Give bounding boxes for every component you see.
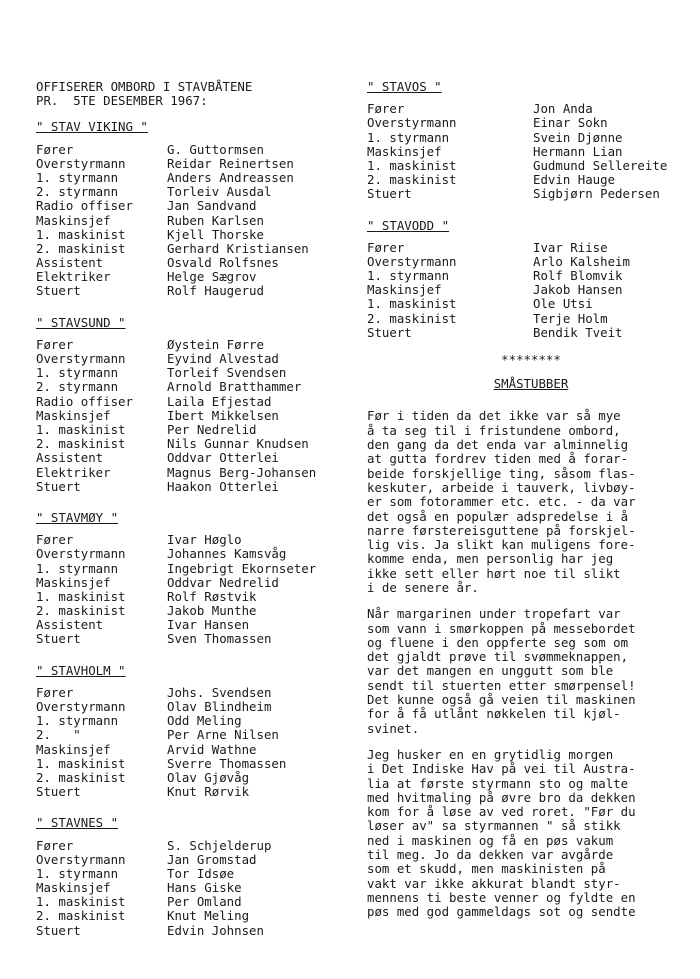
crew-name: Svein Djønne	[533, 129, 623, 145]
text-line: det gjaldt prøve til svømmeknappen,	[367, 649, 629, 665]
crew-role: Stuert	[367, 186, 412, 202]
crew-name: Øystein Førre	[167, 336, 264, 352]
crew-name: Kjell Thorske	[167, 226, 264, 242]
crew-role: 1. styrmann	[367, 268, 450, 284]
crew-name: Hans Giske	[167, 880, 242, 896]
paragraph	[367, 409, 695, 595]
crew-role: Stuert	[36, 922, 81, 938]
crew-row	[367, 173, 695, 187]
crew-role: 1. maskinist	[36, 755, 126, 771]
crew-row	[36, 143, 356, 157]
crew-role: Radio offiser	[36, 198, 133, 214]
text-line: som vann i smørkoppen på messebordet	[367, 620, 636, 636]
text-line: mennens ti beste venner og fyldte en	[367, 889, 636, 905]
crew-role: Maskinsjef	[36, 574, 111, 590]
text-line: at gutta fordrev tiden med å forar-	[367, 451, 629, 467]
crew-name: Olav Blindheim	[167, 699, 272, 715]
crew-name: Sverre Thomassen	[167, 755, 287, 771]
crew-row	[367, 131, 695, 145]
crew-role: 2. maskinist	[36, 769, 126, 785]
crew-row	[36, 785, 356, 799]
crew-row	[36, 284, 356, 298]
crew-role: Maskinsjef	[367, 143, 442, 159]
crew-role: Stuert	[36, 283, 81, 299]
crew-name: Oddvar Otterlei	[167, 450, 279, 466]
crew-role: 1. styrmann	[367, 129, 450, 145]
crew-role: Fører	[36, 336, 74, 352]
crew-role: Overstyrmann	[36, 351, 126, 367]
crew-name: Rolf Haugerud	[167, 283, 264, 299]
crew-row	[36, 480, 356, 494]
crew-name: Rolf Røstvik	[167, 588, 257, 604]
crew-name: Ivar Hansen	[167, 617, 250, 633]
crew-name: Torleiv Ausdal	[167, 184, 272, 200]
crew-list	[36, 338, 356, 494]
text-line: Før i tiden da det ikke var så mye	[367, 408, 621, 424]
crew-list	[36, 533, 356, 647]
crew-row	[367, 159, 695, 173]
text-line: er som fotorammer etc. etc. - da var	[367, 494, 636, 510]
text-line: den gang da det enda var alminnelig	[367, 437, 629, 453]
text-line: narre førstereisguttene på forskjel-	[367, 522, 636, 538]
crew-row	[36, 867, 356, 881]
crew-role: Radio offiser	[36, 393, 133, 409]
crew-name: Laila Efjestad	[167, 393, 272, 409]
crew-role: Fører	[367, 239, 405, 255]
text-line: kom for å løse av ved roret. "Før du	[367, 804, 636, 820]
crew-row	[36, 380, 356, 394]
crew-role: Fører	[36, 837, 74, 853]
crew-name: Edvin Johnsen	[167, 922, 264, 938]
text-line: beide forskjellige ting, såsom flas-	[367, 465, 636, 481]
ship-list-left	[36, 120, 356, 937]
crew-row	[36, 352, 356, 366]
crew-name: Anders Andreassen	[167, 169, 294, 185]
crew-name: Ruben Karlsen	[167, 212, 264, 228]
text-line: lia at første styrmann sto og malte	[367, 775, 629, 791]
text-line: svinet.	[367, 720, 420, 736]
crew-name: Magnus Berg-Johansen	[167, 464, 317, 480]
crew-role: 2. "	[36, 727, 81, 743]
article-body	[367, 409, 695, 919]
crew-row	[36, 590, 356, 604]
crew-role: 1. styrmann	[36, 365, 119, 381]
crew-list	[367, 241, 695, 340]
crew-role: Overstyrmann	[36, 851, 126, 867]
crew-role: Maskinsjef	[36, 741, 111, 757]
crew-role: Maskinsjef	[36, 212, 111, 228]
crew-role: Assistent	[36, 255, 104, 271]
crew-row	[36, 909, 356, 923]
crew-role: 1. styrmann	[36, 169, 119, 185]
crew-role: 1. styrmann	[36, 560, 119, 576]
crew-row	[367, 283, 695, 297]
text-line: lig vis. Ja slikt kan muligens fore-	[367, 537, 636, 553]
crew-row	[36, 686, 356, 700]
crew-row	[367, 269, 695, 283]
crew-name: Eyvind Alvestad	[167, 351, 279, 367]
section-title: SMÅSTUBBER	[493, 376, 569, 392]
crew-role: Overstyrmann	[367, 115, 457, 131]
crew-row	[36, 839, 356, 853]
crew-row	[36, 853, 356, 867]
ship-heading: " STAVNES "	[36, 815, 119, 831]
crew-role: 1. styrmann	[36, 865, 119, 881]
crew-row	[36, 533, 356, 547]
crew-row	[36, 228, 356, 242]
crew-role: Maskinsjef	[36, 407, 111, 423]
crew-row	[36, 466, 356, 480]
crew-row	[36, 437, 356, 451]
crew-role: Maskinsjef	[367, 282, 442, 298]
crew-role: 2. maskinist	[36, 908, 126, 924]
text-line: var det mangen en unggutt som ble	[367, 663, 614, 679]
text-line: ikke sett eller hørt noe til slikt	[367, 565, 621, 581]
crew-name: Per Nedrelid	[167, 422, 257, 437]
crew-role: Stuert	[36, 631, 81, 647]
separator: ********	[501, 352, 561, 368]
crew-row	[36, 338, 356, 352]
crew-role: 1. maskinist	[36, 894, 126, 910]
crew-row	[36, 409, 356, 423]
crew-row	[36, 771, 356, 785]
crew-name: Per Omland	[167, 894, 242, 910]
text-line: Det kunne også gå veien til maskinen	[367, 692, 636, 708]
crew-name: S. Schjelderup	[167, 837, 272, 853]
text-line: i de senere år.	[367, 580, 479, 595]
crew-name: Knut Rørvik	[167, 784, 250, 800]
crew-name: Nils Gunnar Knudsen	[167, 436, 309, 452]
crew-row	[367, 297, 695, 311]
crew-row	[367, 102, 695, 116]
crew-role: Fører	[36, 684, 74, 700]
crew-row	[367, 241, 695, 255]
crew-row	[367, 145, 695, 159]
crew-name: Helge Sægrov	[167, 269, 257, 285]
crew-role: Stuert	[367, 324, 412, 340]
crew-role: Overstyrmann	[367, 253, 457, 269]
text-line: vakt var ikke akkurat blandt styr-	[367, 875, 621, 891]
crew-row	[36, 547, 356, 561]
crew-name: Ole Utsi	[533, 296, 593, 312]
ship-heading: " STAVODD "	[367, 217, 450, 233]
crew-name: Rolf Blomvik	[533, 268, 623, 284]
crew-name: Sigbjørn Pedersen	[533, 186, 660, 202]
ship-heading: " STAVMØY "	[36, 509, 119, 525]
crew-row	[36, 185, 356, 199]
crew-name: Jakob Hansen	[533, 282, 623, 298]
crew-row	[36, 700, 356, 714]
crew-row	[36, 881, 356, 895]
text-line: for å få utlånt nøkkelen til kjøl-	[367, 706, 621, 722]
right-column	[367, 80, 695, 932]
ship-heading: " STAVOS "	[367, 79, 442, 94]
crew-row	[36, 451, 356, 465]
crew-role: Fører	[367, 101, 405, 117]
text-line: løser av" sa styrmannen " så stikk	[367, 818, 621, 834]
crew-name: Oddvar Nedrelid	[167, 574, 279, 590]
crew-role: 2. maskinist	[367, 172, 457, 188]
crew-role: Elektriker	[36, 464, 111, 480]
crew-name: Terje Holm	[533, 310, 608, 326]
text-line: å ta seg til i fristundene ombord,	[367, 422, 621, 438]
crew-row	[36, 562, 356, 576]
crew-role: 1. styrmann	[36, 713, 119, 729]
crew-name: Ivar Riise	[533, 239, 608, 255]
crew-name: Ingebrigt Ekornseter	[167, 560, 317, 576]
crew-role: Stuert	[36, 784, 81, 800]
crew-name: Osvald Rolfsnes	[167, 255, 279, 271]
crew-name: Ivar Høglo	[167, 532, 242, 548]
crew-name: Knut Meling	[167, 908, 250, 924]
crew-role: Overstyrmann	[36, 155, 126, 171]
crew-list	[36, 686, 356, 800]
ship-heading: " STAVSUND "	[36, 314, 126, 330]
crew-row	[36, 618, 356, 632]
crew-name: Olav Gjøvåg	[167, 769, 250, 785]
crew-row	[36, 256, 356, 270]
crew-name: G. Guttormsen	[167, 141, 264, 157]
crew-name: Gudmund Sellereite	[533, 157, 668, 173]
text-line: sendt til stuerten etter smørpensel!	[367, 677, 636, 693]
crew-row	[36, 757, 356, 771]
text-line: til meg. Jo da dekken var avgårde	[367, 847, 614, 863]
crew-name: Haakon Otterlei	[167, 478, 279, 494]
crew-name: Jakob Munthe	[167, 603, 257, 619]
paragraph	[367, 607, 695, 736]
crew-role: 2. maskinist	[36, 603, 126, 619]
crew-name: Arlo Kalsheim	[533, 253, 630, 269]
ship-heading: " STAV VIKING "	[36, 119, 148, 135]
crew-role: 1. maskinist	[36, 588, 126, 604]
crew-name: Jan Sandvand	[167, 198, 257, 214]
crew-name: Tor Idsøe	[167, 865, 235, 881]
crew-name: Johannes Kamsvåg	[167, 546, 287, 562]
crew-name: Edvin Hauge	[533, 172, 616, 188]
text-line: komme enda, men personlig har jeg	[367, 551, 614, 567]
crew-name: Arnold Bratthammer	[167, 379, 302, 395]
crew-row	[367, 255, 695, 269]
crew-row	[36, 924, 356, 938]
crew-role: 2. styrmann	[36, 379, 119, 395]
text-line: pøs med god gammeldags sot og sendte	[367, 904, 636, 920]
crew-row	[36, 576, 356, 590]
crew-role: Assistent	[36, 617, 104, 633]
left-column	[36, 80, 356, 955]
ship-list-right	[367, 80, 695, 340]
crew-role: 2. styrmann	[36, 184, 119, 200]
crew-role: Fører	[36, 532, 74, 548]
crew-name: Jon Anda	[533, 101, 593, 117]
crew-list	[36, 839, 356, 938]
crew-row	[36, 423, 356, 437]
crew-row	[36, 395, 356, 409]
paragraph	[367, 748, 695, 920]
ship-heading: " STAVHOLM "	[36, 662, 126, 678]
crew-name: Hermann Lian	[533, 143, 623, 159]
document-date: PR. 5TE DESEMBER 1967:	[36, 93, 208, 109]
crew-row	[36, 743, 356, 757]
crew-name: Arvid Wathne	[167, 741, 257, 757]
document-title: OFFISERER OMBORD I STAVBÅTENE	[36, 79, 253, 94]
crew-role: Overstyrmann	[36, 546, 126, 562]
crew-row	[36, 157, 356, 171]
text-line: Jeg husker en en grytidlig morgen	[367, 746, 614, 762]
text-line: som et skudd, men maskinisten på	[367, 861, 606, 877]
crew-row	[367, 312, 695, 326]
crew-row	[36, 242, 356, 256]
crew-row	[36, 632, 356, 646]
text-line: det også en populær adspredelse i å	[367, 508, 629, 524]
crew-role: 1. maskinist	[36, 422, 126, 437]
crew-role: 1. maskinist	[367, 157, 457, 173]
crew-row	[36, 895, 356, 909]
crew-name: Sven Thomassen	[167, 631, 272, 647]
text-line: ned i maskinen og få en pøs vakum	[367, 832, 614, 848]
text-line: i Det Indiske Hav på vei til Austra-	[367, 761, 636, 777]
crew-name: Jan Gromstad	[167, 851, 257, 867]
text-line: Når margarinen under tropefart var	[367, 606, 621, 622]
crew-role: Stuert	[36, 478, 81, 494]
crew-name: Einar Sokn	[533, 115, 608, 131]
crew-role: Overstyrmann	[36, 699, 126, 715]
crew-role: Assistent	[36, 450, 104, 466]
crew-row	[36, 214, 356, 228]
crew-name: Odd Meling	[167, 713, 242, 729]
text-line: og fluene i den oppferte seg som om	[367, 634, 629, 650]
crew-name: Ibert Mikkelsen	[167, 407, 279, 423]
crew-row	[36, 366, 356, 380]
crew-list	[367, 102, 695, 201]
crew-row	[367, 116, 695, 130]
crew-role: 2. maskinist	[36, 240, 126, 256]
crew-name: Per Arne Nilsen	[167, 727, 279, 743]
crew-role: 1. maskinist	[36, 226, 126, 242]
text-line: keskuter, arbeide i tauverk, livbøy-	[367, 479, 636, 495]
crew-list	[36, 143, 356, 299]
crew-role: 2. maskinist	[36, 436, 126, 452]
crew-row	[36, 270, 356, 284]
crew-row	[367, 187, 695, 201]
crew-name: Gerhard Kristiansen	[167, 240, 309, 256]
crew-row	[36, 714, 356, 728]
crew-row	[36, 604, 356, 618]
crew-role: Maskinsjef	[36, 880, 111, 896]
crew-row	[36, 171, 356, 185]
crew-row	[36, 728, 356, 742]
text-line: med hvitmaling på øvre bro da dekken	[367, 789, 636, 805]
crew-role: Fører	[36, 141, 74, 157]
crew-row	[367, 326, 695, 340]
crew-name: Reidar Reinertsen	[167, 155, 294, 171]
crew-name: Torleif Svendsen	[167, 365, 287, 381]
crew-role: 2. maskinist	[367, 310, 457, 326]
crew-row	[36, 199, 356, 213]
crew-name: Johs. Svendsen	[167, 684, 272, 700]
crew-name: Bendik Tveit	[533, 324, 623, 340]
crew-role: Elektriker	[36, 269, 111, 285]
crew-role: 1. maskinist	[367, 296, 457, 312]
